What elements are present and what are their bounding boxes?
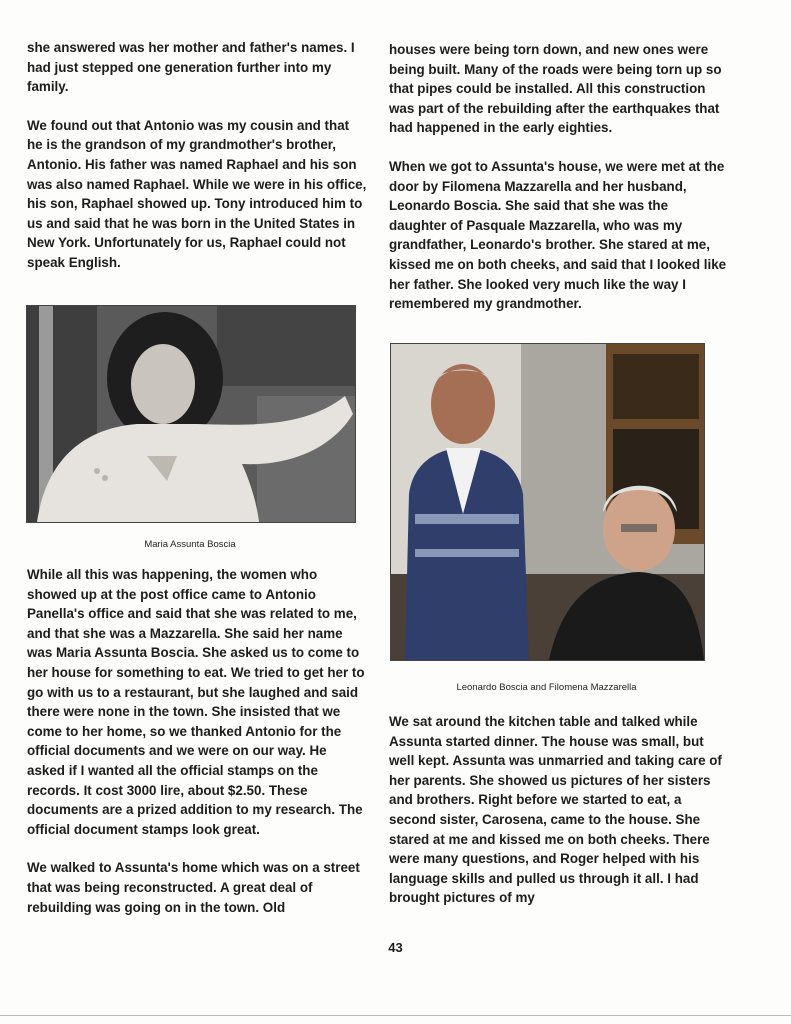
page-number: 43 (388, 940, 403, 955)
paragraph: We walked to Assunta's home which was on a street that was being reconstructed. A great deal of rebuilding was going on in the town. Old (27, 860, 360, 915)
photo-illustration (27, 306, 355, 522)
photo-maria-assunta-boscia (26, 305, 356, 523)
photo-caption: Maria Assunta Boscia (144, 539, 236, 550)
right-column-bottom (389, 712, 729, 927)
paragraph: houses were being torn down, and new ones were being built. Many of the roads were being torn up so that pipes could be installed. All this construction was part of the rebuilding after the earthquakes that had happened in the early eighties. (389, 42, 722, 136)
page-edge-line (0, 1015, 791, 1016)
paragraph: she answered was her mother and father's names. I had just stepped one generation further into my family. (27, 40, 355, 95)
paragraph: We sat around the kitchen table and talked while Assunta started dinner. The house was small, but well kept. Assunta was unmarried and taking care of her parents. She showed us pictures of her sisters and brothers. Right before we started to eat, a second sister, Carosena, came to the house. She stared at me and kissed me on both cheeks. There were many questions, and Roger helped with his language skills and pulled us through it all. I had brought pictures of my (389, 714, 722, 906)
photo-caption: Leonardo Boscia and Filomena Mazzarella (456, 682, 637, 693)
right-column-top (389, 40, 729, 333)
paragraph: When we got to Assunta's house, we were met at the door by Filomena Mazzarella and her husband, Leonardo Boscia. She said that she was the daughter of Pasquale Mazzarella, who was my grandfather, Leonardo's brother. She stared at me, kissed me on both cheeks, and said that I looked like her father. She looked very much like the way I remembered my grandmother. (389, 158, 727, 312)
paragraph: While all this was happening, the women who showed up at the post office came to Antonio Panella's office and said that she was related to me, and that she was a Mazzarella. She said her name was Maria Assunta Boscia. She asked us to come to her house for something to eat. We tried to get her to go with us to a restaurant, but she laughed and said there were none in the town. She insisted that we come to her home, so we thanked Antonio for the official documents and we were on our way. He asked if I wanted all the official stamps on the records. It cost 3000 lire, about $2.50. These documents are a prized addition to my research. The official document stamps look great. (27, 567, 365, 837)
photo-illustration (391, 344, 704, 660)
left-column-top (27, 38, 367, 292)
paragraph: We found out that Antonio was my cousin and that he is the grandson of my grandmother's brother, Antonio. His father was named Raphael and his son was also named Raphael. While we were in his office, his son, Raphael showed up. Tony introduced him to us and said that he was born in the United States in New York. Unfortunately for us, Raphael could not speak English. (27, 117, 367, 270)
photo-leonardo-and-filomena (390, 343, 705, 661)
left-column-bottom (27, 565, 367, 936)
